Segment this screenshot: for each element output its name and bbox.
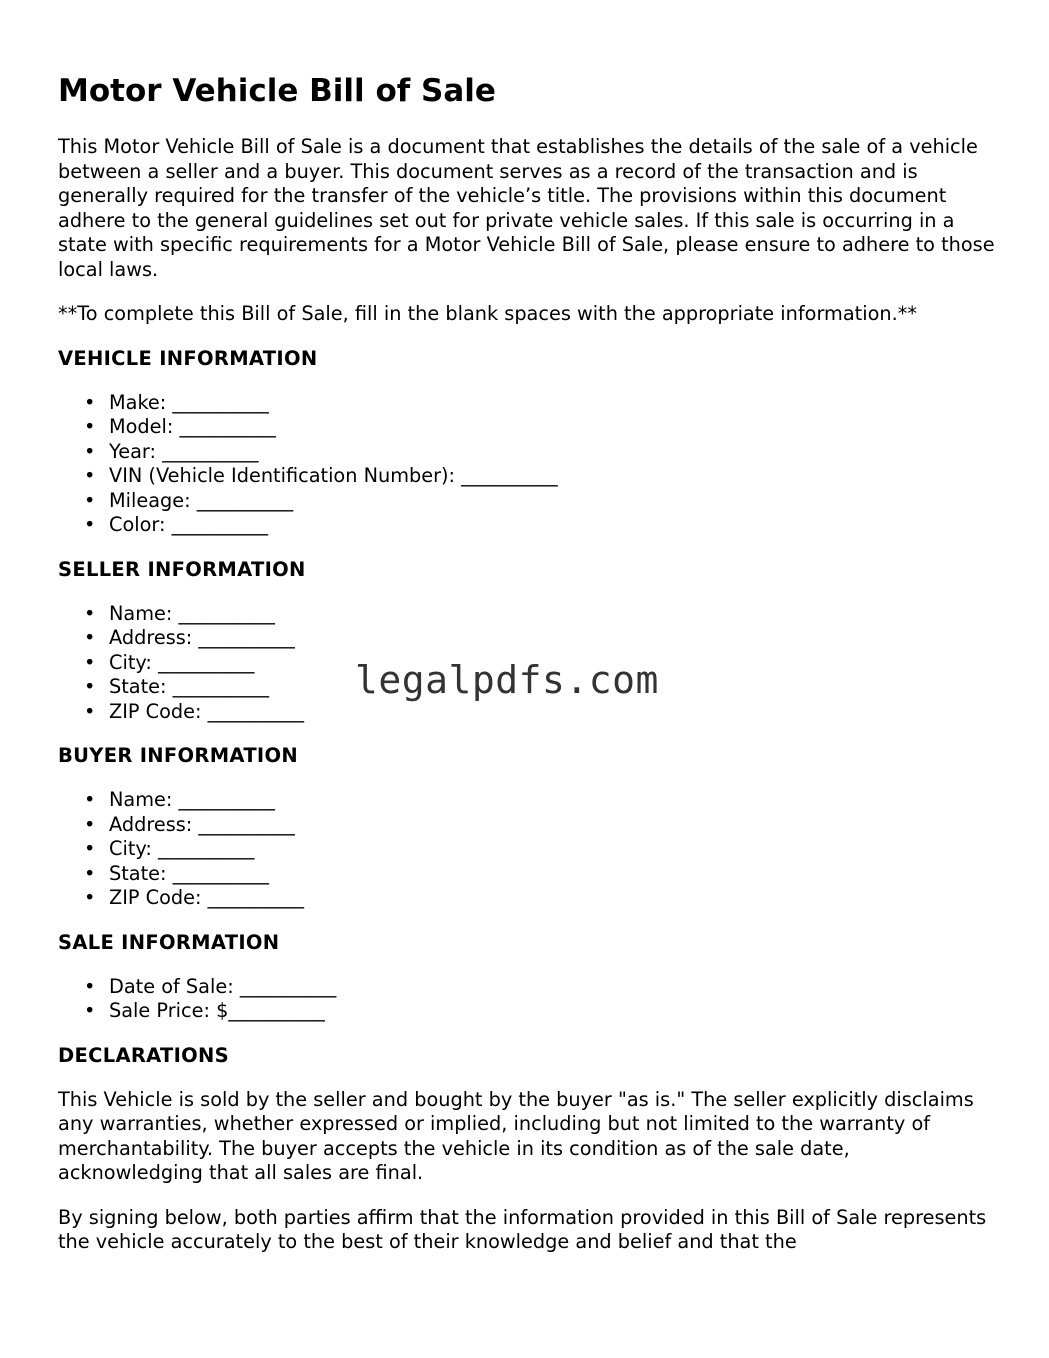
list-item (84, 390, 998, 416)
bullet-icon: • (84, 464, 96, 487)
list-item (84, 626, 998, 651)
list-item-text: Name: __________ (109, 601, 275, 625)
bullet-icon: • (84, 390, 96, 414)
bullet-icon: • (84, 601, 96, 625)
watermark-text: legalpdfs.com (355, 658, 659, 702)
list-item (84, 601, 998, 627)
declarations-paragraph-1: This Vehicle is sold by the seller and bought by the buyer "as is." The seller explicitly disclaims any warranties, whether expressed or implied, including but not limited to the warranty of merchantability. The buyer accepts the vehicle in its condition as of the sale date, acknowledging that all sales are final. (58, 1087, 974, 1184)
bullet-icon: • (84, 699, 96, 723)
list-item-text: Year: __________ (109, 439, 259, 463)
list-item-text: Mileage: __________ (109, 488, 294, 512)
list-item-text: Address: __________ (109, 812, 295, 836)
list-item-text: Sale Price: $__________ (109, 999, 325, 1022)
list-item (84, 464, 998, 489)
list-item-text: City: __________ (109, 837, 255, 860)
buyer-information-list (58, 788, 998, 911)
list-item-text: City: __________ (109, 650, 255, 674)
bullet-icon: • (84, 626, 96, 649)
list-item-text: Model: __________ (109, 415, 276, 438)
list-item-text: VIN (Vehicle Identification Number): __________ (109, 464, 558, 487)
list-item (84, 513, 998, 538)
sale-information-heading: SALE INFORMATION (58, 930, 280, 954)
bullet-icon: • (84, 488, 96, 512)
bullet-icon: • (84, 837, 96, 860)
document-title: Motor Vehicle Bill of Sale (58, 73, 496, 109)
declarations-paragraph-2: By signing below, both parties affirm that the information provided in this Bill of Sale represents the vehicle accurately to the best of their knowledge and belief and that the (58, 1205, 987, 1253)
bullet-icon: • (84, 513, 96, 536)
list-item (84, 699, 998, 725)
vehicle-information-list (58, 391, 998, 538)
list-item (84, 439, 998, 465)
instruction-paragraph: **To complete this Bill of Sale, fill in the blank spaces with the appropriate information.** (58, 302, 917, 325)
list-item-text: Address: __________ (109, 626, 295, 649)
declarations-heading: DECLARATIONS (58, 1043, 230, 1067)
list-item (84, 415, 998, 440)
list-item (84, 886, 998, 911)
vehicle-information-heading: VEHICLE INFORMATION (58, 346, 318, 370)
bullet-icon: • (84, 415, 96, 438)
list-item (84, 812, 998, 838)
list-item (84, 974, 998, 1000)
list-item-text: ZIP Code: __________ (109, 699, 305, 723)
list-item (84, 999, 998, 1024)
list-item (84, 861, 998, 887)
list-item-text: State: __________ (109, 675, 270, 698)
list-item-text: ZIP Code: __________ (109, 886, 305, 909)
bullet-icon: • (84, 788, 96, 811)
bullet-icon: • (84, 886, 96, 909)
list-item (84, 488, 998, 514)
buyer-information-heading: BUYER INFORMATION (58, 744, 298, 767)
intro-paragraph: This Motor Vehicle Bill of Sale is a document that establishes the details of the sale of a vehicle between a seller and a buyer. This document serves as a record of the transaction and is generally required for the transfer of the vehicle’s title. The provisions within this document adhere to the general guidelines set out for private vehicle sales. If this sale is occurring in a state with specific requirements for a Motor Vehicle Bill of Sale, please ensure to adhere to those local laws. (58, 135, 995, 281)
seller-information-heading: SELLER INFORMATION (58, 557, 306, 581)
bullet-icon: • (84, 974, 96, 998)
bullet-icon: • (84, 675, 96, 698)
list-item-text: Name: __________ (109, 788, 275, 811)
bullet-icon: • (84, 999, 96, 1022)
bullet-icon: • (84, 650, 96, 674)
sale-information-list (58, 975, 998, 1024)
bullet-icon: • (84, 861, 96, 885)
list-item-text: Date of Sale: __________ (109, 974, 337, 998)
list-item-text: Color: __________ (109, 513, 269, 536)
list-item-text: State: __________ (109, 861, 270, 885)
bullet-icon: • (84, 439, 96, 463)
list-item (84, 837, 998, 862)
list-item (84, 788, 998, 813)
list-item-text: Make: __________ (109, 390, 269, 414)
bullet-icon: • (84, 812, 96, 836)
